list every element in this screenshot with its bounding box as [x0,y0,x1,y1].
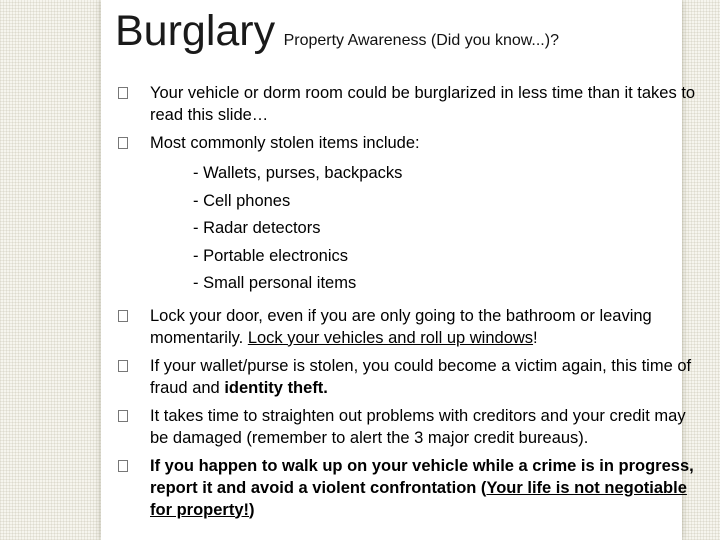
stolen-item: - Radar detectors [193,219,321,237]
stolen-item: - Cell phones [193,191,291,210]
bullet-box-icon [118,460,128,472]
stolen-item: - Wallets, purses, backpacks [193,164,403,182]
title-text: Burglary [115,7,276,55]
bullet-underlined-text: Your life is not negotiable for property! [150,478,687,519]
bullet-item [118,405,698,449]
bullet-text: Most commonly stolen items include: [150,134,420,152]
bullet-box-icon [118,87,128,99]
bullet-text: It takes time to straighten out problems with creditors and your credit may be damaged (remember to alert the 3 major credit bureaus). [150,406,686,447]
bullet-box-icon [118,137,128,149]
bullet-text-end: ) [249,500,255,519]
slide-title [115,7,559,55]
bullet-text: Lock your door, even if you are only going to the bathroom or leaving momentarily. [150,306,652,347]
bullet-list [118,82,698,527]
bullet-box-icon [118,410,128,422]
bullet-item [118,355,698,399]
bullet-item [118,305,698,349]
bullet-underlined-text: Lock your vehicles and roll up windows [247,328,534,347]
bullet-text: If you happen to walk up on your vehicle while a crime is in progress, report it and avoid a violent confrontation ( [150,456,694,497]
bullet-text: Your vehicle or dorm room could be burglarized in less time than it takes to read this slide… [150,84,696,124]
left-background-pattern [0,0,101,540]
bullet-box-icon [118,360,128,372]
stolen-items-list [118,160,698,298]
stolen-item: - Portable electronics [193,246,348,265]
bullet-item [118,132,698,154]
bullet-text-end: ! [533,328,538,347]
bullet-text: If your wallet/purse is stolen, you could become a victim again, this time of fraud and [150,356,692,397]
bullet-bold-text: identity theft. [224,378,328,397]
bullet-item [118,82,698,126]
bullet-item [118,455,698,521]
subtitle-text: Property Awareness (Did you know...)? [283,32,559,49]
bullet-box-icon [118,310,128,322]
stolen-item: - Small personal items [193,274,357,292]
